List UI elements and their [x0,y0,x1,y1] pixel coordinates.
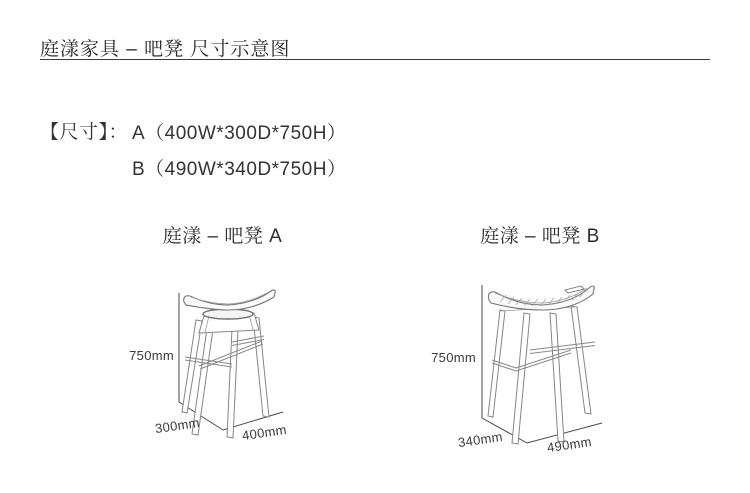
stool-b-height-label: 750mm [431,350,476,365]
stool-b-depth-label: 340mm [457,428,504,451]
stool-a-height-label: 750mm [129,348,174,363]
page-title: 庭漾家具 – 吧凳 尺寸示意图 [40,39,291,60]
stool-b-seat [488,286,594,310]
stool-b-legs [488,306,591,444]
spec-item-a: A（400W*300D*750H） [132,123,347,144]
title-underline [40,59,710,60]
stool-a-frame [199,309,259,333]
stool-a-width-label: 400mm [241,421,288,444]
stool-a-seat [184,290,276,310]
stool-a-drawing [125,270,315,455]
stool-b-label: 庭漾 – 吧凳 B [480,226,600,247]
stool-a-label: 庭漾 – 吧凳 A [162,226,283,247]
stool-a-depth-label: 300mm [154,414,201,437]
spec-item-b: B（490W*340D*750H） [132,159,347,180]
spec-size-label: 【尺寸】： [40,122,129,143]
stool-b-width-label: 490mm [546,433,593,456]
stool-b-drawing [425,262,640,462]
